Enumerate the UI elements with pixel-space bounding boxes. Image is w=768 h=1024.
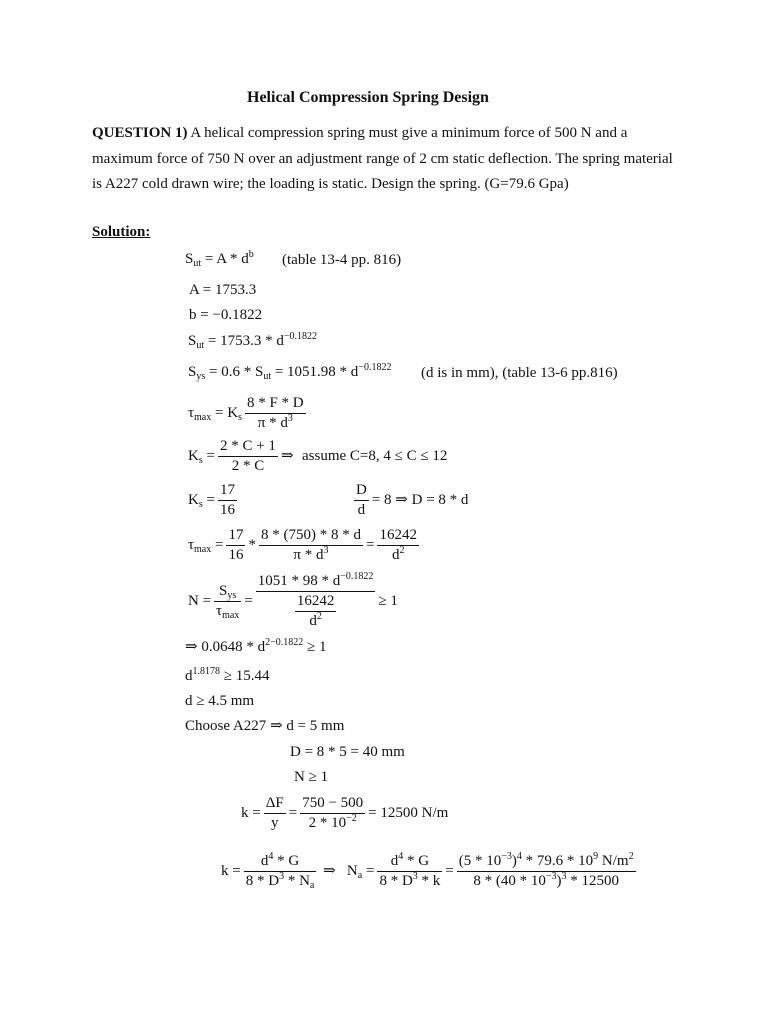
solution-label: Solution: (92, 224, 151, 240)
eq-active-coils: k = $\frac{d^4 * G}{8 * D^3 * N_a}$ ⇒ $N_a$ = $\frac{d^4 * G}{8 * D^3 * k}$ = $\frac{(5 * 10^{-3})^4 * 79.6 * 10^9 N/m^2}{8 * (40 * 10^{-3})^3 * 12500}$ (221, 851, 634, 891)
eq-b-value: b = −0.1822 (189, 307, 263, 323)
eq-line-e: D = 8 * 5 = 40 mm (290, 744, 405, 760)
question-paragraph (92, 121, 682, 198)
question-label: QUESTION 1) (92, 125, 188, 141)
eq-sut-note: (table 13-4 pp. 816) (282, 252, 402, 268)
eq-ks-assume: assume C=8, 4 ≤ C ≤ 12 (302, 448, 448, 464)
eq-line-f: N ≥ 1 (294, 769, 329, 785)
question-text: A helical compression spring must give a minimum force of 500 N and a maximum force of 750 N over an adjustment range of 2 cm static deflection. The spring material is A227 cold drawn wire; the loading is static. Design the spring. (G=79.6 Gpa) (92, 125, 673, 192)
eq-safety-factor: N = $S_{ys}$ $\tau_{max}$ = $\frac{1051 * 98 * d^{-0.1822}}{\frac{16242}{d^2}}$ ≥ 1 (188, 571, 398, 629)
eq-sys: $S_{ys} = 0.6 * S_{ut} = 1051.98 * d^{-0.1822}$ (188, 362, 392, 382)
eq-line-b: $d^{1.8178} \ge 15.44$ (185, 666, 270, 684)
eq-line-c: d ≥ 4.5 mm (185, 693, 255, 709)
eq-ks-value: $K_s$ = $\frac{17}{16}$ (188, 482, 235, 518)
eq-tau-numeric: $\tau_{max}$ = $\frac{17}{16}$ * $\frac{8 * (750) * 8 * d}{\pi * d^3}$ = $\frac{16242}{d^2}$ (188, 527, 417, 563)
eq-line-a: ⇒ $0.0648 * d^{2-0.1822} \ge 1$ (185, 637, 327, 655)
eq-d-ratio: $\frac{D}{d}$ = 8 ⇒ D = 8 * d (356, 482, 469, 518)
eq-sut-numeric: $S_{ut} = 1753.3 * d^{-0.1822}$ (188, 331, 317, 351)
eq-ks-formula: $K_s$ = $\frac{2 * C + 1}{2 * C}$ ⇒ (188, 438, 294, 474)
eq-spring-rate: k = $\frac{\Delta F}{y}$ = $\frac{750 - 500}{2 * 10^{-2}}$ = 12500 N/m (241, 795, 449, 831)
page-title: Helical Compression Spring Design (247, 89, 489, 106)
eq-line-d: Choose A227 ⇒ d = 5 mm (185, 718, 345, 734)
eq-a-value: A = 1753.3 (189, 282, 257, 298)
eq-sys-note: (d is in mm), (table 13-6 pp.816) (421, 365, 618, 381)
eq-tau-max: $\tau_{max} = K_s$ $\frac{8 * F * D}{\pi * d^3}$ (188, 395, 304, 431)
eq-sut-general: $S_{ut} = A * d^b$ (185, 249, 254, 269)
